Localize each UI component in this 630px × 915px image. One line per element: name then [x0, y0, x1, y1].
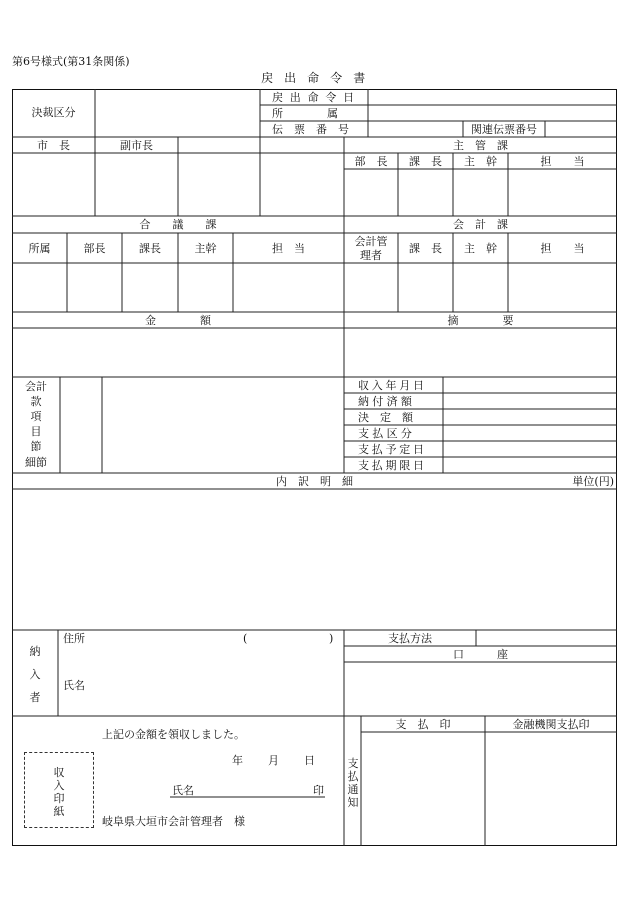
- mayor-label: 市 長: [37, 139, 70, 152]
- stamp-char-4: 紙: [53, 805, 65, 818]
- accounting-staff-label: 担 当: [540, 242, 585, 255]
- director-label: 部 長: [354, 155, 388, 168]
- notice-char-3: 通: [347, 783, 359, 796]
- accounting-title: 会 計 課: [453, 218, 508, 231]
- accounting-supervisor-label: 主 幹: [464, 242, 497, 255]
- department-label: 所 属: [272, 107, 338, 120]
- payment-method-label: 支払方法: [388, 632, 432, 645]
- payment-class-label: 支払区分: [358, 427, 416, 440]
- staff-label: 担 当: [540, 155, 585, 168]
- notice-char-4: 知: [347, 796, 359, 809]
- receipt-date-label: 収入年月日: [358, 379, 427, 392]
- stamp-char-1: 収: [53, 766, 65, 779]
- related-voucher-label: 関連伝票番号: [471, 123, 537, 136]
- council-staff-label: 担 当: [272, 242, 305, 255]
- budget-account-label: 会計: [25, 380, 47, 393]
- account-label: 口 座: [453, 648, 508, 661]
- unit-label: 単位(円): [572, 475, 614, 488]
- amount-label: 金 額: [145, 314, 211, 327]
- vice-mayor-label: 副市長: [120, 139, 153, 152]
- budget-kou-label: 項: [30, 410, 42, 423]
- decision-label: 決裁区分: [31, 106, 76, 119]
- payer-name-label: 氏名: [63, 679, 85, 692]
- main-division-label: 主 管 課: [453, 139, 508, 152]
- payment-due-label: 支払予定日: [358, 443, 427, 456]
- paren-close: ): [329, 632, 334, 645]
- summary-label: 摘 要: [447, 314, 514, 327]
- form-title: 戻 出 命 令 書: [261, 71, 369, 85]
- receipt-name-label: 氏名: [172, 784, 194, 797]
- paren-open: (: [243, 632, 248, 645]
- accounting-chief-label: 課 長: [409, 242, 442, 255]
- council-supervisor-label: 主幹: [194, 242, 217, 255]
- form-number: 第6号様式(第31条関係): [12, 55, 130, 68]
- supervisor-label: 主 幹: [464, 155, 497, 168]
- paid-amount-label: 納付済額: [358, 395, 416, 408]
- payer-label-2: 入: [29, 668, 41, 681]
- details-title: 内 訳 明 細: [276, 475, 353, 488]
- addressee-label: 岐阜県大垣市会計管理者 様: [102, 815, 245, 828]
- budget-setsu-label: 節: [30, 440, 42, 453]
- council-chief-label: 課長: [139, 242, 161, 255]
- voucher-no-label: 伝 票 番 号: [272, 123, 349, 136]
- council-title: 合 議 課: [139, 218, 217, 231]
- notice-char-1: 支: [347, 757, 359, 770]
- budget-saisetsu-label: 細節: [25, 456, 47, 469]
- bank-seal-label: 金融機関支払印: [512, 718, 590, 731]
- payment-seal-label: 支 払 印: [395, 718, 451, 731]
- receipt-statement: 上記の金額を領収しました。: [102, 728, 245, 741]
- decided-amount-label: 決 定 額: [358, 411, 413, 424]
- stamp-char-2: 入: [53, 779, 65, 792]
- stamp-char-3: 印: [53, 792, 65, 805]
- month-label: 月: [268, 754, 279, 767]
- notice-char-2: 払: [347, 770, 359, 783]
- order-date-label: 戻 出 命 令 日: [272, 91, 356, 104]
- payer-label-3: 者: [29, 691, 41, 704]
- budget-kan-label: 款: [30, 395, 42, 408]
- section-chief-label: 課 長: [409, 155, 442, 168]
- payer-label-1: 納: [29, 645, 41, 658]
- budget-moku-label: 目: [30, 425, 42, 438]
- council-director-label: 部長: [83, 242, 106, 255]
- address-label: 住所: [63, 632, 85, 645]
- accounting-manager-label-1: 会計管: [354, 235, 388, 248]
- accounting-manager-label-2: 理者: [360, 249, 382, 262]
- seal-label: 印: [313, 784, 324, 797]
- payment-deadline-label: 支払期限日: [358, 459, 427, 472]
- day-label: 日: [304, 754, 315, 767]
- council-dept-label: 所属: [28, 242, 51, 255]
- year-label: 年: [232, 754, 243, 767]
